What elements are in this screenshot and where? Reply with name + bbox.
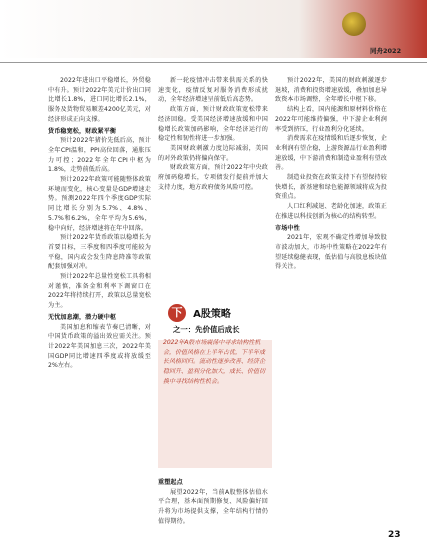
paragraph: 2022年进出口平稳增长，外贸稳中有升。预计2022年美元计价出口同比增长1.8%，进口同比增长2.1%，服务及货物贸易顺差4200亿美元，对经济形成正向支撑。	[48, 77, 151, 123]
paragraph: 财政政策方面，预计2022年中央政府加码稳增长，专项债发行提前并加大支持力度，地方政府债务风险可控。	[158, 164, 268, 191]
paragraph: 政策方面，预计财政政策宽松带来经济回稳。受美国经济增速放缓和中国稳增长政策加码影响，全年经济运行的稳定性和韧性将进一步加强。	[158, 106, 268, 143]
article-column-1	[48, 76, 151, 371]
paragraph: 预计2022年，美国的财政刺激逐步退坡，消费和投资增速放缓，叠加加息导致资本市场调整，全年增长中枢下移。	[275, 77, 387, 104]
paragraph: 新一轮疫情冲击带来供需关系的快速变化，疫情反复对服务消费形成扰动，全年经济增速呈前低后高态势。	[158, 77, 268, 104]
paragraph: 2021年，宏观不确定性增加导致股市波动加大，市场中性策略在2022年有望延续稳健表现，低估值与高股息板块值得关注。	[275, 234, 387, 271]
section-subtitle: 之一：先价值后成长	[173, 325, 240, 334]
article-column-2	[158, 76, 268, 192]
issue-label: 同舟2022	[370, 47, 402, 55]
paragraph: 美国加息和缩表节奏已清晰，对中国货币政策的溢出效应需关注。预计2022年美国加息三次，2022年美国GDP同比增速四季度或将放缓至2%左右。	[48, 323, 151, 370]
paragraph: 结构上看，国内能源和原材料价格在2022年可能维持偏强，中下游企业利润率受到挤压，行业盈利分化延续。	[275, 106, 387, 133]
paragraph: 展望2022年，当前A股整体估值水平合理，基本面预期修复、风险偏好回升将为市场提供支撑，全年结构行情仍值得期待。	[158, 488, 268, 525]
paragraph: 预计2022年货币政策以稳增长为首要目标，三季度和四季度可能较为平稳，国内或会发生降息降准等政策配套加强对冲。	[48, 234, 151, 271]
header-divider	[0, 62, 427, 63]
page-number: 23	[388, 530, 401, 540]
paragraph: 制造业投资在政策支持下有望保持较快增长，新基建和绿色能源领域将成为投资重点。	[275, 174, 387, 201]
article-column-2-lower	[158, 476, 268, 527]
paragraph: 人口红利减退、老龄化加速，政策正在推进以科技创新为核心的结构转型。	[275, 203, 387, 220]
paragraph: 预计2022年猪价先低后高，预计全年CPI温和，PPI高位回落，通胀压力可控；2022年全年CPI中枢为1.8%，走势前低后高。	[48, 137, 151, 174]
article-column-3	[275, 76, 387, 272]
magazine-emblem-icon	[342, 12, 366, 36]
section-name: A股策略	[193, 309, 231, 320]
subheading: 重塑起点	[158, 479, 183, 486]
subheading: 市场中性	[275, 224, 300, 232]
pull-quote-text: 2022年A股市场震荡中寻求结构性机会，价值风格在上半年占优，下半年成长风格回归。流动性逐步改善、经济企稳回升、盈利分化加大，成长、价值切换中寻找结构性机会。	[163, 339, 266, 385]
section-badge: 下	[168, 304, 186, 322]
subheading: 货币稳宽松，财政紧平衡	[48, 127, 117, 135]
pull-quote	[163, 338, 267, 387]
subheading: 无忧加息潮，潜力硬中枢	[48, 313, 117, 321]
section-heading	[168, 302, 268, 322]
paragraph: 消费需求在疫情缓和后逐步恢复，企业利润有望企稳，上游资源品行业盈利增速放缓，中下游消费和制造业盈利有望改善。	[275, 135, 387, 172]
paragraph: 预计2022年总量性宽松工具将相对谨慎，准备金和利率下调窗口在2022年将持续打开，政策以总量宽松为主。	[48, 273, 151, 310]
paragraph: 美国财政刺激力度边际减弱，美国的对外政策仍将偏向保守。	[158, 144, 268, 162]
paragraph: 预计2022年政策可能随整体政策环境而变化，核心变量是GDP增速走势。预测2022年四个季度GDP实际同比增长分别为5.7%、4.8%、5.7%和6.2%，全年平均为5.6%，稳中向好，经济增速将在年中回落。	[48, 176, 151, 232]
